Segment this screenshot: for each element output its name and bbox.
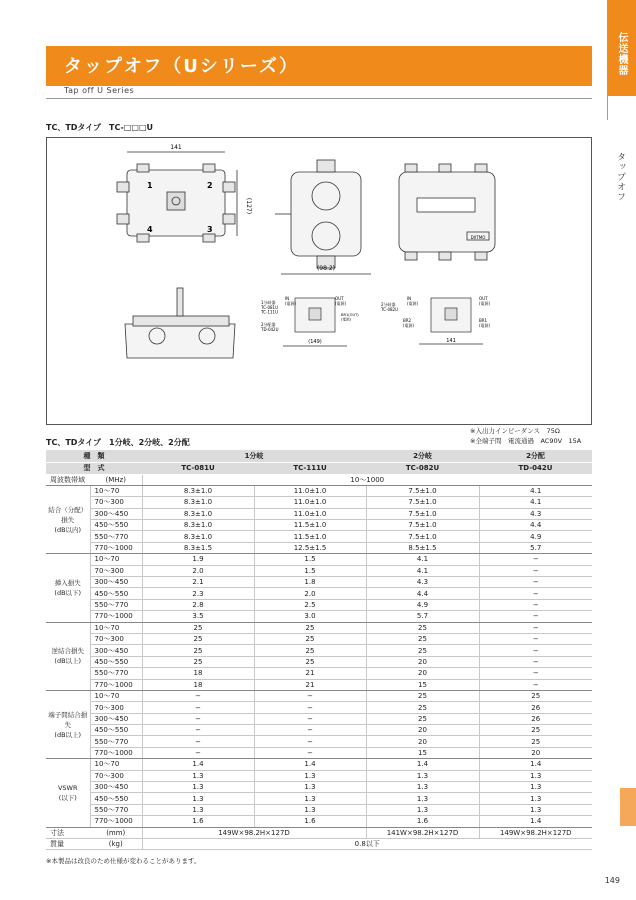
spec-value: 20 bbox=[366, 656, 479, 667]
spec-value: 25 bbox=[479, 690, 592, 701]
table-row bbox=[46, 531, 592, 542]
table-row bbox=[46, 622, 592, 633]
front-view bbox=[117, 152, 237, 242]
mass-label: 質量 bbox=[46, 839, 90, 850]
table-row bbox=[46, 793, 592, 804]
table-row bbox=[46, 645, 592, 656]
spec-value: 8.3±1.0 bbox=[142, 508, 254, 519]
spec-value: − bbox=[479, 554, 592, 565]
mass-unit: (kg) bbox=[90, 839, 142, 850]
freq-range: 70〜300 bbox=[90, 497, 142, 508]
freq-band-label: 周波数帯域 bbox=[46, 474, 90, 485]
freq-band-value: 10〜1000 bbox=[142, 474, 592, 485]
spec-value: − bbox=[479, 656, 592, 667]
spec-value: 1.3 bbox=[254, 793, 366, 804]
spec-value: 1.3 bbox=[479, 804, 592, 815]
spec-value: − bbox=[479, 577, 592, 588]
spec-value: 25 bbox=[142, 656, 254, 667]
size-value-1branch: 149W×98.2H×127D bbox=[142, 827, 366, 838]
spec-value: − bbox=[479, 588, 592, 599]
page-number: 149 bbox=[604, 876, 620, 885]
header-row-model bbox=[46, 462, 592, 474]
spec-value: 25 bbox=[254, 656, 366, 667]
spec-value: 1.9 bbox=[142, 554, 254, 565]
spec-value: 4.9 bbox=[366, 599, 479, 610]
freq-range: 450〜550 bbox=[90, 725, 142, 736]
branch-2-label: BR2 (電源) bbox=[403, 318, 415, 328]
header-1branch: 1分岐 bbox=[142, 450, 366, 462]
out-port-label-2: OUT (電源) bbox=[479, 296, 491, 306]
spec-value: − bbox=[479, 668, 592, 679]
spec-value: 5.7 bbox=[366, 611, 479, 622]
bottom-view bbox=[125, 288, 235, 358]
freq-range: 550〜770 bbox=[90, 804, 142, 815]
spec-value: − bbox=[142, 702, 254, 713]
spec-value: 1.3 bbox=[142, 793, 254, 804]
table-row bbox=[46, 633, 592, 644]
spec-value: 25 bbox=[479, 725, 592, 736]
spec-value: 8.3±1.0 bbox=[142, 485, 254, 496]
rear-view bbox=[399, 164, 495, 260]
table-row bbox=[46, 759, 592, 770]
freq-range: 550〜770 bbox=[90, 736, 142, 747]
spec-value: − bbox=[479, 645, 592, 656]
table-row bbox=[46, 668, 592, 679]
spec-value: 20 bbox=[479, 747, 592, 758]
table-row bbox=[46, 520, 592, 531]
spec-value: 4.4 bbox=[366, 588, 479, 599]
header-model: 型 式 bbox=[46, 462, 142, 474]
category-tab-label: 伝送機器 bbox=[616, 32, 627, 76]
spec-value: 25 bbox=[366, 702, 479, 713]
spec-value: 2.3 bbox=[142, 588, 254, 599]
spec-value: 11.5±1.0 bbox=[254, 520, 366, 531]
spec-value: 1.4 bbox=[254, 759, 366, 770]
spec-value: − bbox=[142, 736, 254, 747]
spec-value: 3.5 bbox=[142, 611, 254, 622]
mass-value: 0.8以下 bbox=[142, 839, 592, 850]
spec-value: − bbox=[142, 747, 254, 758]
spec-value: 1.3 bbox=[366, 770, 479, 781]
spec-value: 7.5±1.0 bbox=[366, 531, 479, 542]
spec-value: − bbox=[254, 736, 366, 747]
spec-value: 4.4 bbox=[479, 520, 592, 531]
freq-range: 450〜550 bbox=[90, 793, 142, 804]
table-row bbox=[46, 770, 592, 781]
spec-value: 8.3±1.5 bbox=[142, 542, 254, 553]
spec-value: 2.0 bbox=[142, 565, 254, 576]
freq-range: 550〜770 bbox=[90, 599, 142, 610]
spec-value: 4.3 bbox=[366, 577, 479, 588]
spec-value: 25 bbox=[254, 645, 366, 656]
spec-value: 21 bbox=[254, 679, 366, 690]
dim-width-141: 141 bbox=[446, 338, 456, 344]
freq-range: 10〜70 bbox=[90, 622, 142, 633]
spec-value: 1.4 bbox=[479, 816, 592, 827]
spec-value: 5.7 bbox=[479, 542, 592, 553]
spec-value: 25 bbox=[254, 633, 366, 644]
spec-value: 1.6 bbox=[254, 816, 366, 827]
spec-value: 11.5±1.0 bbox=[254, 531, 366, 542]
spec-value: 3.0 bbox=[254, 611, 366, 622]
model-tc082u: TC-082U bbox=[366, 462, 479, 474]
spec-value: 4.9 bbox=[479, 531, 592, 542]
freq-range: 10〜70 bbox=[90, 485, 142, 496]
out-port-label: OUT (電源) bbox=[335, 296, 347, 306]
spec-value: 4.1 bbox=[366, 554, 479, 565]
spec-value: 25 bbox=[479, 736, 592, 747]
spec-value: 1.5 bbox=[254, 554, 366, 565]
branch-1-label: BR1 (電源) bbox=[479, 318, 491, 328]
spec-value: 1.4 bbox=[479, 759, 592, 770]
dim-width-149: (149) bbox=[308, 339, 322, 345]
table-row bbox=[46, 497, 592, 508]
spec-value: 2.0 bbox=[254, 588, 366, 599]
model-td042u: TD-042U bbox=[479, 462, 592, 474]
spec-value: 25 bbox=[366, 713, 479, 724]
spec-value: − bbox=[142, 690, 254, 701]
spec-value: 1.4 bbox=[142, 759, 254, 770]
section-index-label: タップオフ bbox=[615, 152, 625, 202]
freq-range: 770〜1000 bbox=[90, 747, 142, 758]
spec-value: 1.3 bbox=[366, 782, 479, 793]
spec-value: − bbox=[479, 633, 592, 644]
table-row bbox=[46, 713, 592, 724]
spec-value: 2.1 bbox=[142, 577, 254, 588]
port-label-3: 3 bbox=[207, 225, 213, 234]
spec-value: 4.1 bbox=[479, 497, 592, 508]
spec-value: 1.6 bbox=[366, 816, 479, 827]
freq-range: 70〜300 bbox=[90, 702, 142, 713]
spec-value: − bbox=[142, 725, 254, 736]
drawing-svg bbox=[47, 138, 591, 424]
table-row bbox=[46, 599, 592, 610]
dim-depth: (98.2) bbox=[316, 265, 336, 272]
spec-value: 1.8 bbox=[254, 577, 366, 588]
spec-value: − bbox=[142, 713, 254, 724]
model-tc111u: TC-111U bbox=[254, 462, 366, 474]
spec-value: − bbox=[479, 599, 592, 610]
spec-value: 1.4 bbox=[366, 759, 479, 770]
section-heading-specs: TC、TDタイプ 1分岐、2分岐、2分配 bbox=[46, 438, 190, 447]
spec-value: 25 bbox=[366, 690, 479, 701]
note-current: ※全端子間 電流通過 AC90V 15A bbox=[470, 437, 582, 445]
spec-value: 1.3 bbox=[254, 770, 366, 781]
freq-range: 300〜450 bbox=[90, 508, 142, 519]
model-tc081u: TC-081U bbox=[142, 462, 254, 474]
spec-value: 2.8 bbox=[142, 599, 254, 610]
spec-value: 1.3 bbox=[366, 804, 479, 815]
size-value-2branch: 141W×98.2H×127D bbox=[366, 827, 479, 838]
freq-range: 70〜300 bbox=[90, 770, 142, 781]
table-row bbox=[46, 690, 592, 701]
spec-value: 4.3 bbox=[479, 508, 592, 519]
spec-value: 15 bbox=[366, 679, 479, 690]
footnote: ※本製品は改良のため仕様が変わることがあります。 bbox=[46, 857, 201, 865]
spec-value: 18 bbox=[142, 679, 254, 690]
freq-range: 70〜300 bbox=[90, 565, 142, 576]
table-row bbox=[46, 611, 592, 622]
tap-type-1: 1分岐器 TC-081U TC-111U bbox=[261, 300, 279, 315]
spec-value: 7.5±1.0 bbox=[366, 497, 479, 508]
header-2branch: 2分岐 bbox=[366, 450, 479, 462]
spec-value: 18 bbox=[142, 668, 254, 679]
spec-value: 20 bbox=[366, 725, 479, 736]
table-row bbox=[46, 485, 592, 496]
spec-value: 8.3±1.0 bbox=[142, 531, 254, 542]
size-row bbox=[46, 827, 592, 838]
spec-value: 1.3 bbox=[479, 782, 592, 793]
size-value-2split: 149W×98.2H×127D bbox=[479, 827, 592, 838]
side-view bbox=[275, 160, 371, 274]
freq-range: 300〜450 bbox=[90, 577, 142, 588]
spec-value: 26 bbox=[479, 713, 592, 724]
freq-range: 70〜300 bbox=[90, 633, 142, 644]
spec-value: 25 bbox=[142, 633, 254, 644]
spec-value: 8.3±1.0 bbox=[142, 497, 254, 508]
spec-value: 12.5±1.5 bbox=[254, 542, 366, 553]
freq-range: 10〜70 bbox=[90, 554, 142, 565]
group-label: VSWR (以下) bbox=[46, 759, 90, 827]
size-unit: (mm) bbox=[90, 827, 142, 838]
table-row bbox=[46, 725, 592, 736]
side-divider bbox=[607, 0, 608, 120]
spec-value: 25 bbox=[254, 622, 366, 633]
size-label: 寸法 bbox=[46, 827, 90, 838]
spec-value: 25 bbox=[366, 622, 479, 633]
spec-value: 2.5 bbox=[254, 599, 366, 610]
table-row bbox=[46, 565, 592, 576]
spec-value: 11.0±1.0 bbox=[254, 485, 366, 496]
port-label-2: 2 bbox=[207, 181, 213, 190]
table-row bbox=[46, 804, 592, 815]
port-label-4: 4 bbox=[147, 225, 153, 234]
spec-value: 1.3 bbox=[254, 804, 366, 815]
spec-value: 7.5±1.0 bbox=[366, 485, 479, 496]
header-type: 種 類 bbox=[46, 450, 142, 462]
port-label-1: 1 bbox=[147, 181, 153, 190]
freq-range: 300〜450 bbox=[90, 782, 142, 793]
tap-type-2: 2分岐器 TC-082U bbox=[381, 302, 399, 312]
in-port-label: IN (電源) bbox=[285, 296, 297, 306]
spec-value: 1.5 bbox=[254, 565, 366, 576]
table-row bbox=[46, 588, 592, 599]
spec-value: 20 bbox=[366, 668, 479, 679]
spec-table-body bbox=[46, 450, 592, 850]
freq-range: 770〜1000 bbox=[90, 542, 142, 553]
table-row bbox=[46, 747, 592, 758]
page-title: タップオフ（Uシリーズ） bbox=[64, 56, 299, 77]
tap-type-3: 2分配器 TD-042U bbox=[261, 322, 279, 332]
freq-range: 550〜770 bbox=[90, 668, 142, 679]
spec-value: 1.3 bbox=[479, 770, 592, 781]
table-row bbox=[46, 679, 592, 690]
spec-value: 26 bbox=[479, 702, 592, 713]
spec-value: 11.0±1.0 bbox=[254, 508, 366, 519]
header-2split: 2分配 bbox=[479, 450, 592, 462]
spec-value: 1.6 bbox=[142, 816, 254, 827]
freq-range: 770〜1000 bbox=[90, 611, 142, 622]
table-row bbox=[46, 702, 592, 713]
spec-value: 1.3 bbox=[479, 793, 592, 804]
table-row bbox=[46, 542, 592, 553]
table-row bbox=[46, 736, 592, 747]
spec-value: 4.1 bbox=[366, 565, 479, 576]
freq-band-unit: (MHz) bbox=[90, 474, 142, 485]
spec-value: 8.5±1.5 bbox=[366, 542, 479, 553]
spec-value: 25 bbox=[142, 622, 254, 633]
group-label: 逆結合損失 (dB以上) bbox=[46, 622, 90, 690]
freq-range: 770〜1000 bbox=[90, 679, 142, 690]
title-divider bbox=[46, 98, 592, 99]
group-label: 結合（分配）損失 (dB以内) bbox=[46, 485, 90, 553]
spec-value: − bbox=[254, 747, 366, 758]
spec-value: 8.3±1.0 bbox=[142, 520, 254, 531]
freq-range: 10〜70 bbox=[90, 759, 142, 770]
freq-range: 450〜550 bbox=[90, 588, 142, 599]
spec-value: − bbox=[254, 690, 366, 701]
note-impedance: ※入出力インピーダンス 75Ω bbox=[470, 427, 560, 435]
spec-value: − bbox=[479, 565, 592, 576]
spec-value: 25 bbox=[366, 633, 479, 644]
dim-height: (127) bbox=[245, 197, 252, 215]
table-row bbox=[46, 577, 592, 588]
branch-out-label: BR1(OUT) (電源) bbox=[341, 313, 359, 322]
table-row bbox=[46, 508, 592, 519]
spec-value: − bbox=[479, 679, 592, 690]
spec-value: − bbox=[254, 725, 366, 736]
spec-value: − bbox=[254, 713, 366, 724]
group-label: 挿入損失 (dB以下) bbox=[46, 554, 90, 622]
header-row-type bbox=[46, 450, 592, 462]
spec-value: 1.3 bbox=[254, 782, 366, 793]
spec-value: 1.3 bbox=[366, 793, 479, 804]
spec-value: 7.5±1.0 bbox=[366, 520, 479, 531]
freq-range: 770〜1000 bbox=[90, 816, 142, 827]
table-row bbox=[46, 816, 592, 827]
spec-notes bbox=[470, 426, 581, 446]
freq-range: 10〜70 bbox=[90, 690, 142, 701]
model-plate: DXTMO bbox=[470, 235, 486, 240]
spec-value: 20 bbox=[366, 736, 479, 747]
freq-range: 450〜550 bbox=[90, 520, 142, 531]
spec-value: 25 bbox=[366, 645, 479, 656]
spec-value: 4.1 bbox=[479, 485, 592, 496]
table-row bbox=[46, 656, 592, 667]
spec-value: 1.3 bbox=[142, 804, 254, 815]
spec-table bbox=[46, 450, 592, 850]
section-heading-drawings: TC、TDタイプ TC-□□□U bbox=[46, 123, 154, 132]
mass-row bbox=[46, 839, 592, 850]
freq-range: 450〜550 bbox=[90, 656, 142, 667]
dim-width: 141 bbox=[170, 144, 182, 151]
spec-value: 1.3 bbox=[142, 782, 254, 793]
spec-value: 15 bbox=[366, 747, 479, 758]
freq-band-row bbox=[46, 474, 592, 485]
table-row bbox=[46, 554, 592, 565]
freq-range: 550〜770 bbox=[90, 531, 142, 542]
freq-range: 300〜450 bbox=[90, 645, 142, 656]
spec-value: 11.0±1.0 bbox=[254, 497, 366, 508]
spec-value: − bbox=[479, 622, 592, 633]
group-label: 端子間結合損失 (dB以上) bbox=[46, 690, 90, 758]
spec-value: − bbox=[254, 702, 366, 713]
page-subtitle: Tap off U Series bbox=[64, 86, 135, 95]
spec-value: 1.3 bbox=[142, 770, 254, 781]
spec-value: − bbox=[479, 611, 592, 622]
in-port-label-2: IN (電源) bbox=[407, 296, 419, 306]
spec-value: 21 bbox=[254, 668, 366, 679]
index-marker bbox=[620, 788, 636, 826]
spec-value: 25 bbox=[142, 645, 254, 656]
table-row bbox=[46, 782, 592, 793]
dimension-drawings bbox=[46, 137, 592, 425]
spec-value: 7.5±1.0 bbox=[366, 508, 479, 519]
freq-range: 300〜450 bbox=[90, 713, 142, 724]
